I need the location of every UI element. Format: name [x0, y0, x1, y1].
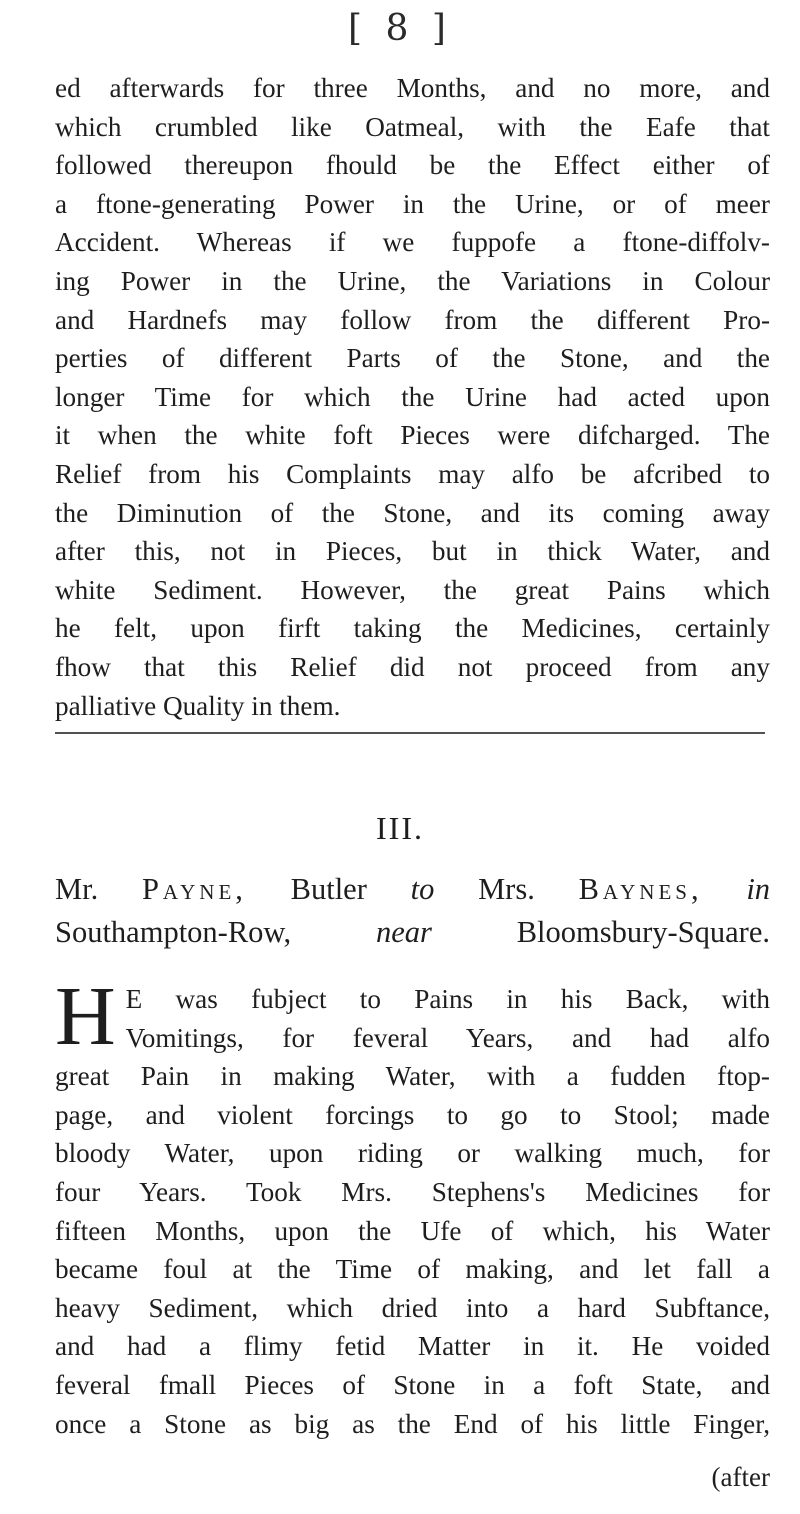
text-line: Relief from his Complaints may alfo be afcribed to	[55, 458, 770, 489]
heading-butler: Butler	[290, 872, 367, 906]
heading-name: Payne,	[141, 872, 247, 906]
text-line: after this, not in Pieces, but in thick Water, and	[55, 536, 770, 567]
text-line: feveral fmall Pieces of Stone in a foft State, and	[55, 1369, 770, 1400]
text-line: and Hardnefs may follow from the different Pro-	[55, 304, 770, 335]
text-line: page, and violent forcings to go to Stool; made	[55, 1099, 770, 1130]
text-line: once a Stone as big as the End of his little Finger,	[55, 1408, 770, 1439]
text-line: he felt, upon firft taking the Medicines, certainly	[55, 613, 770, 644]
text-line: white Sediment. However, the great Pains which	[55, 574, 770, 605]
heading-mr: Mr.	[55, 872, 99, 906]
drop-cap: H	[55, 970, 116, 1063]
text-line: longer Time for which the Urine had acted upon	[55, 381, 770, 412]
paragraph-case	[55, 970, 770, 1443]
text-line: perties of different Parts of the Stone, and the	[55, 343, 770, 374]
case-heading	[55, 868, 770, 954]
text-line: became foul at the Time of making, and let fall a	[55, 1254, 770, 1285]
text-line: palliative Quality in them.	[55, 690, 341, 721]
text-line: it when the white foft Pieces were difcharged. The	[55, 420, 770, 451]
heading-line-2	[55, 911, 770, 954]
text-line: bloody Water, upon riding or walking much, for	[55, 1138, 770, 1169]
text-line: followed thereupon fhould be the Effect either of	[55, 150, 770, 181]
section-divider	[55, 732, 765, 734]
text-line: E was fubject to Pains in his Back, with	[125, 984, 770, 1014]
heading-to: to	[410, 872, 435, 906]
text-line: ed afterwards for three Months, and no more, and	[55, 73, 770, 103]
heading-street: Southampton-Row,	[55, 915, 292, 949]
text-line: which crumbled like Oatmeal, with the Eafe that	[55, 111, 770, 142]
text-line: Vomitings, for feveral Years, and had alfo	[125, 1022, 770, 1053]
text-line: great Pain in making Water, with a fudden ftop-	[55, 1061, 770, 1092]
heading-line-1	[55, 868, 770, 911]
text-line: the Diminution of the Stone, and its coming away	[55, 497, 770, 528]
page-number: [ 8 ]	[348, 8, 452, 49]
catchword: (after	[711, 1462, 770, 1492]
text-line: ing Power in the Urine, the Variations in Colour	[55, 265, 770, 296]
text-line: fifteen Months, upon the Ufe of which, his Water	[55, 1215, 770, 1246]
text-line: and had a flimy fetid Matter in it. He voided	[55, 1331, 770, 1362]
section-number: III.	[376, 810, 424, 846]
heading-employer: Baynes,	[578, 872, 703, 906]
text-line: a ftone-generating Power in the Urine, or of meer	[55, 188, 770, 219]
paragraph-continuation	[55, 69, 770, 725]
heading-near: near	[375, 915, 432, 949]
heading-mrs: Mrs.	[478, 872, 535, 906]
text-line: four Years. Took Mrs. Stephens's Medicines for	[55, 1176, 770, 1207]
text-line: heavy Sediment, which dried into a hard Subftance,	[55, 1292, 770, 1323]
heading-in: in	[746, 872, 771, 906]
heading-square: Bloomsbury-Square.	[516, 915, 770, 949]
text-line: Accident. Whereas if we fuppofe a ftone-diffolv-	[55, 227, 770, 258]
text-line: fhow that this Relief did not proceed from any	[55, 651, 770, 682]
